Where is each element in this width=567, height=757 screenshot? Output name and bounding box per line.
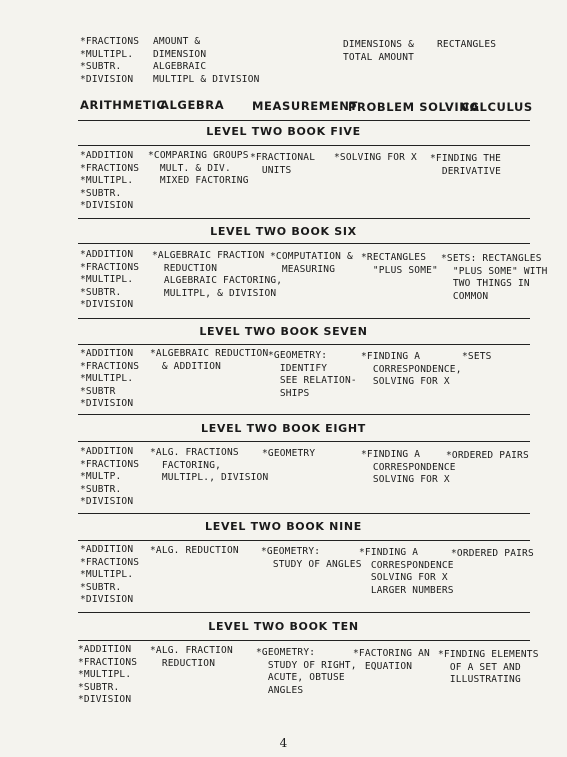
book-six-problem-solving: *RECTANGLES "PLUS SOME" xyxy=(361,252,438,276)
book-seven-problem-solving: *FINDING A CORRESPONDENCE, SOLVING FOR X xyxy=(361,351,462,387)
book-seven-measurement: *GEOMETRY: IDENTIFY SEE RELATION- SHIPS xyxy=(268,350,357,399)
section-divider xyxy=(78,640,530,641)
section-title-book-seven: LEVEL TWO BOOK SEVEN xyxy=(199,325,368,338)
book-eight-algebra: *ALG. FRACTIONS FACTORING, MULTIPL., DIVISION xyxy=(150,447,269,483)
section-divider xyxy=(78,344,530,345)
book-six-algebra: *ALGEBRAIC FRACTION REDUCTION ALGEBRAIC FACTORING, MULITPL, & DIVISION xyxy=(152,250,283,299)
header-measurement: MEASUREMENT xyxy=(252,99,358,113)
header-problem-solving: PROBLEM SOLVING xyxy=(348,100,480,114)
section-divider xyxy=(78,540,530,541)
book-nine-arithmetic: *ADDITION *FRACTIONS *MULTIPL. *SUBTR. *DIVISION xyxy=(80,544,140,605)
book-seven-calculus: *SETS xyxy=(462,351,492,362)
book-eight-arithmetic: *ADDITION *FRACTIONS *MULTP. *SUBTR. *DIVISION xyxy=(80,446,140,507)
book-six-calculus: *SETS: RECTANGLES "PLUS SOME" WITH TWO THINGS IN COMMON xyxy=(441,253,548,302)
header-algebra: ALGEBRA xyxy=(160,98,225,112)
book-ten-measurement: *GEOMETRY: STUDY OF RIGHT, ACUTE, OBTUSE ANGLES xyxy=(256,647,357,696)
book-six-arithmetic: *ADDITION *FRACTIONS *MULTIPL. *SUBTR. *DIVISION xyxy=(80,249,140,310)
section-title-book-five: LEVEL TWO BOOK FIVE xyxy=(206,125,361,138)
section-divider xyxy=(78,243,530,244)
book-five-problem-solving: *SOLVING FOR X xyxy=(334,152,417,163)
book-five-arithmetic: *ADDITION *FRACTIONS *MULTIPL. *SUBTR. *DIVISION xyxy=(80,150,140,211)
section-divider xyxy=(78,218,530,219)
section-divider xyxy=(78,318,530,319)
section-divider xyxy=(78,441,530,442)
book-ten-calculus: *FINDING ELEMENTS OF A SET AND ILLUSTRATING xyxy=(438,649,539,685)
section-title-book-six: LEVEL TWO BOOK SIX xyxy=(210,225,357,238)
book-seven-algebra: *ALGEBRAIC REDUCTION & ADDITION xyxy=(150,348,269,372)
book-seven-arithmetic: *ADDITION *FRACTIONS *MULTIPL. *SUBTR *DIVISION xyxy=(80,348,140,409)
header-divider xyxy=(78,120,530,121)
section-divider xyxy=(78,612,530,613)
book-nine-problem-solving: *FINDING A CORRESPONDENCE SOLVING FOR X LARGER NUMBERS xyxy=(359,547,454,596)
section-title-book-eight: LEVEL TWO BOOK EIGHT xyxy=(201,422,366,435)
section-divider xyxy=(78,414,530,415)
top-calculus-list: RECTANGLES xyxy=(437,39,497,50)
book-five-calculus: *FINDING THE DERIVATIVE xyxy=(430,153,502,177)
book-ten-arithmetic: *ADDITION *FRACTIONS *MULTIPL. *SUBTR. *DIVISION xyxy=(78,644,138,705)
book-five-algebra: *COMPARING GROUPS MULT. & DIV. MIXED FACTORING xyxy=(148,150,249,186)
top-problem-solving-list: DIMENSIONS & TOTAL AMOUNT xyxy=(343,39,415,63)
book-six-measurement: *COMPUTATION & MEASURING xyxy=(270,251,353,275)
book-ten-algebra: *ALG. FRACTION REDUCTION xyxy=(150,645,233,669)
header-calculus: CALCULUS xyxy=(461,100,533,114)
book-nine-measurement: *GEOMETRY: STUDY OF ANGLES xyxy=(261,546,362,570)
header-arithmetic: ARITHMETIC xyxy=(80,98,166,112)
top-algebra-list: AMOUNT & DIMENSION ALGEBRAIC MULTIPL & DIVISION xyxy=(153,36,260,85)
book-eight-calculus: *ORDERED PAIRS xyxy=(446,450,529,461)
book-ten-problem-solving: *FACTORING AN EQUATION xyxy=(353,648,430,672)
book-eight-measurement: *GEOMETRY xyxy=(262,448,316,459)
section-divider xyxy=(78,513,530,514)
section-title-book-ten: LEVEL TWO BOOK TEN xyxy=(208,620,359,633)
section-divider xyxy=(78,145,530,146)
page-number: 4 xyxy=(279,736,288,750)
book-eight-problem-solving: *FINDING A CORRESPONDENCE SOLVING FOR X xyxy=(361,449,456,485)
section-title-book-nine: LEVEL TWO BOOK NINE xyxy=(205,520,362,533)
book-nine-calculus: *ORDERED PAIRS xyxy=(451,548,534,559)
book-five-measurement: *FRACTIONAL UNITS xyxy=(250,152,316,176)
book-nine-algebra: *ALG. REDUCTION xyxy=(150,545,239,556)
top-arithmetic-list: *FRACTIONS *MULTIPL. *SUBTR. *DIVISION xyxy=(80,36,140,85)
